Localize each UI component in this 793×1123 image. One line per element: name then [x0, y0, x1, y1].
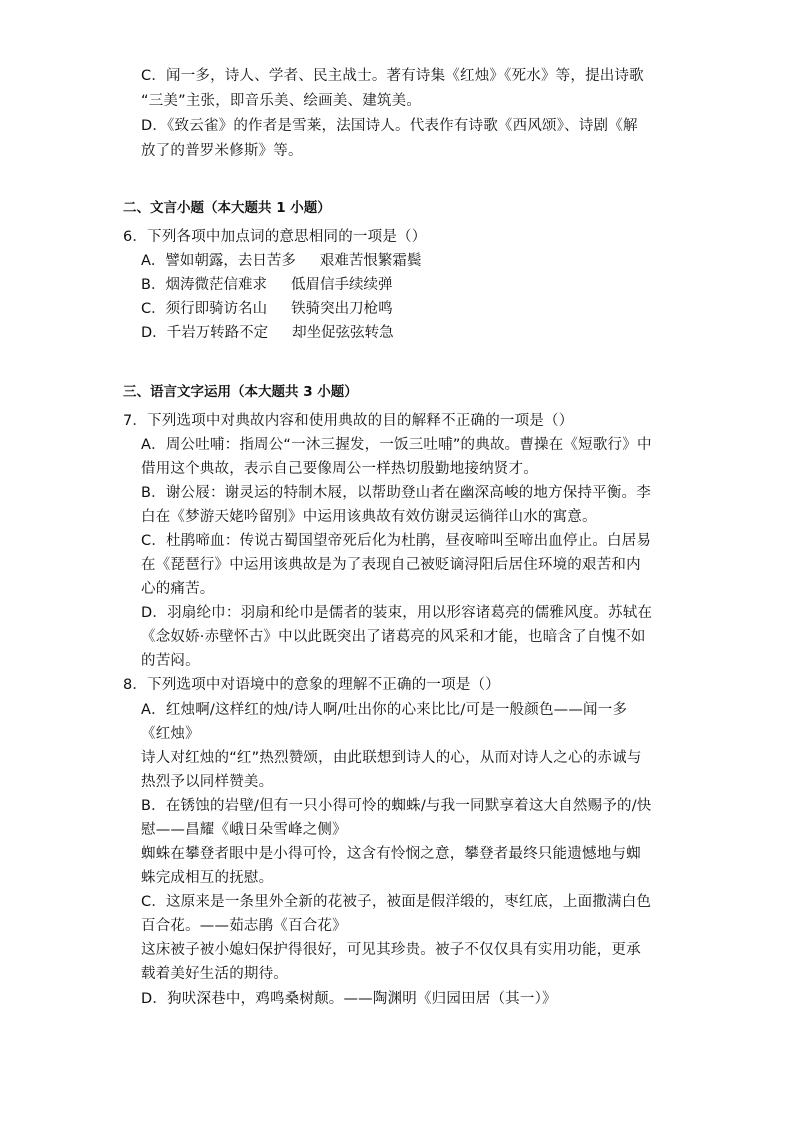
- q8-line: B．在锈蚀的岩壁/但有一只小得可怜的蜘蛛/与我一同默享着这大自然赐予的/快: [141, 798, 652, 814]
- q8-line: 《红烛》: [141, 726, 200, 742]
- q5-option-c-line1: C．闻一多，诗人、学者、民主战士。著有诗集《红烛》《死水》等，提出诗歌: [141, 68, 644, 84]
- q8-line: C．这原来是一条里外全新的花被子，被面是假洋缎的，枣红底，上面撒满白色: [141, 894, 652, 910]
- q7-line: 借用这个典故，表示自己要像周公一样热切殷勤地接纳贤才。: [141, 461, 538, 477]
- section-2-heading: 二、文言小题（本大题共 1 小题）: [123, 200, 331, 216]
- q5-option-d-line1: D．《致云雀》的作者是雪莱，法国诗人。代表作有诗歌《西风颂》、诗剧《解: [141, 118, 638, 134]
- q7-line: D．羽扇纶巾：羽扇和纶巾是儒者的装束，用以形容诸葛亮的儒雅风度。苏轼在: [141, 605, 653, 621]
- q6-option-b-right: 低眉信手续续弹: [290, 277, 393, 293]
- q6-option-b-left: B．烟涛微茫信难求: [141, 277, 267, 293]
- q8-line: 百合花。——茹志鹃《百合花》: [141, 918, 347, 934]
- q5-option-c-line2: “三美”主张，即音乐美、绘画美、建筑美。: [141, 93, 422, 109]
- q7-stem: 7．下列选项中对典故内容和使用典故的目的解释不正确的一项是（）: [123, 413, 574, 429]
- q7-line: 的苦闷。: [141, 653, 200, 669]
- q6-stem: 6．下列各项中加点词的意思相同的一项是（）: [123, 229, 427, 245]
- q8-line: 蛛完成相互的抚慰。: [141, 870, 274, 886]
- q6-option-b: [141, 273, 392, 297]
- q6-option-c-right: 铁骑突出刀枪鸣: [291, 301, 393, 317]
- q7-line: C．杜鹃啼血：传说古蜀国望帝死后化为杜鹃，昼夜啼叫至啼出血停止。白居易: [141, 533, 652, 549]
- q7-line: 白在《梦游天姥吟留别》中运用该典故有效仿谢灵运徜徉山水的寓意。: [141, 509, 597, 525]
- q6-option-d-left: D．千岩万转路不定: [141, 325, 269, 341]
- q8-line: 慰——昌耀《峨日朵雪峰之侧》: [141, 822, 347, 838]
- q8-line: A．红烛啊/这样红的烛/诗人啊/吐出你的心来比比/可是一般颜色——闻一多: [141, 702, 628, 718]
- q7-line: 《念奴娇·赤壁怀古》中以此既突出了诸葛亮的风采和才能，也暗含了自愧不如: [141, 629, 646, 645]
- q8-line: 蜘蛛在攀登者眼中是小得可怜，这含有怜悯之意，攀登者最终只能遗憾地与蜘: [141, 846, 641, 862]
- q7-line: A．周公吐哺：指周公“一沐三握发，一饭三吐哺”的典故。曹操在《短歌行》中: [141, 437, 652, 453]
- q6-option-d: [141, 321, 394, 345]
- q8-line: D．狗吠深巷中，鸡鸣桑树颠。——陶渊明《归园田居（其一）》: [141, 991, 557, 1007]
- q8-line: 这床被子被小媳妇保护得很好，可见其珍贵。被子不仅仅具有实用功能，更承: [141, 942, 641, 958]
- q5-option-d-line2: 放了的普罗米修斯》等。: [141, 143, 303, 159]
- q8-line: 诗人对红烛的“红”热烈赞颂，由此联想到诗人的心，从而对诗人之心的赤诚与: [141, 750, 642, 766]
- q7-line: 心的痛苦。: [141, 581, 215, 597]
- q6-option-c-left: C．须行即骑访名山: [141, 301, 268, 317]
- q8-stem: 8．下列选项中对语境中的意象的理解不正确的一项是（）: [123, 677, 500, 693]
- q6-option-d-right: 却坐促弦弦转急: [292, 325, 394, 341]
- q6-option-a-left: A．譬如朝露，去日苦多: [141, 253, 296, 269]
- section-3-heading: 三、语言文字运用（本大题共 3 小题）: [123, 384, 358, 400]
- q6-option-a: [141, 249, 421, 273]
- q6-option-a-right: 艰难苦恨繁霜鬓: [319, 253, 422, 269]
- q8-line: 载着美好生活的期待。: [141, 966, 288, 982]
- q6-option-c: [141, 297, 393, 321]
- q8-line: 热烈予以同样赞美。: [141, 774, 274, 790]
- q7-line: 在《琵琶行》中运用该典故是为了表现自己被贬谪浔阳后居住环境的艰苦和内: [141, 557, 641, 573]
- q7-line: B．谢公屐：谢灵运的特制木屐，以帮助登山者在幽深高峻的地方保持平衡。李: [141, 485, 651, 501]
